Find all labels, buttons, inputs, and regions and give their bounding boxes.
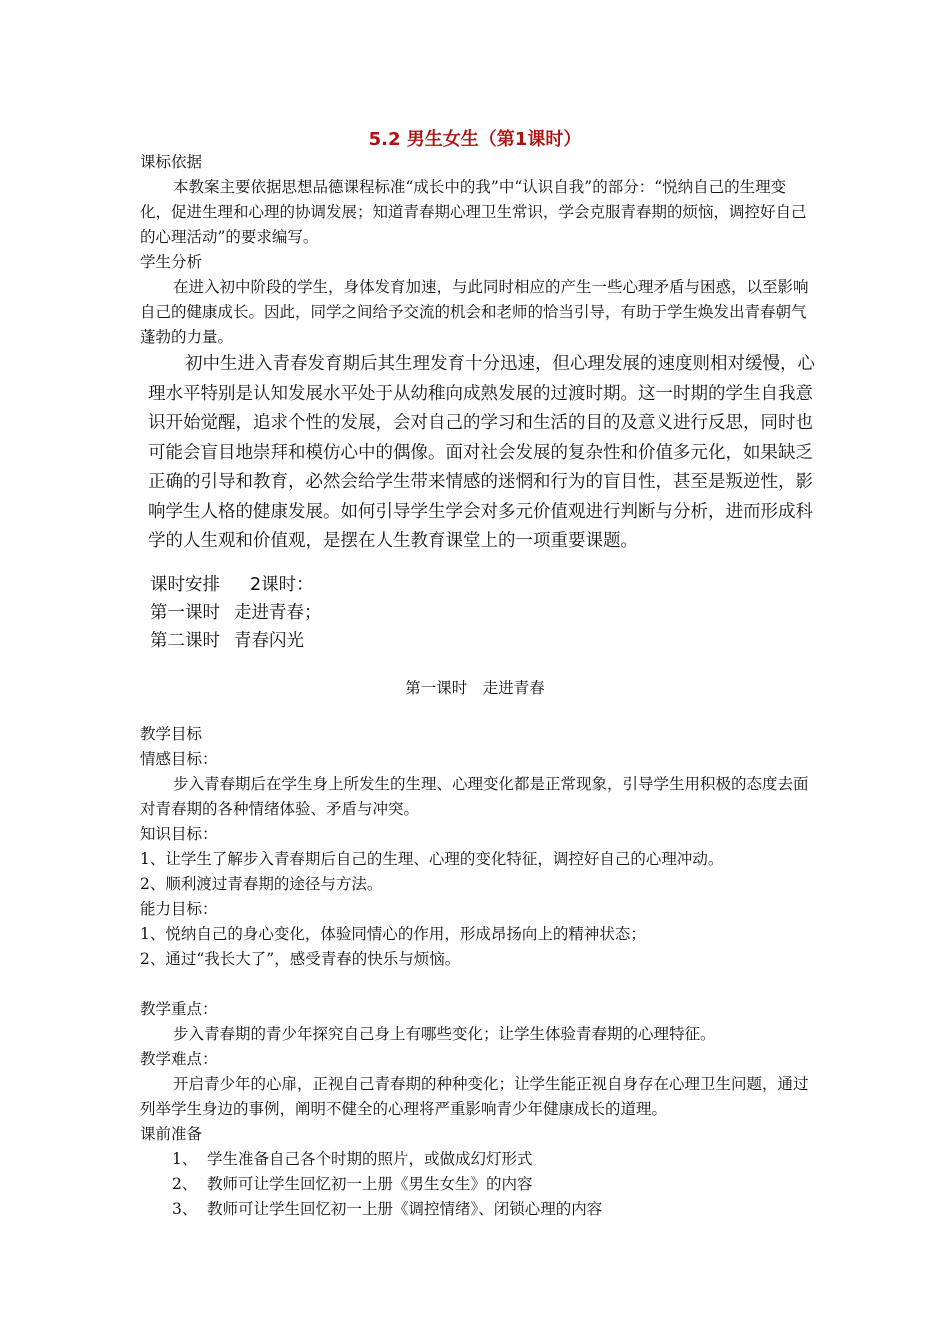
list-item-text: 学生准备自己各个时期的照片，或做成幻灯形式 (207, 1150, 533, 1168)
key-points-body: 步入青春期的青少年探究自己身上有哪些变化；让学生体验青春期的心理特征。 (173, 1025, 716, 1043)
list-item-number: 1、 (172, 1150, 198, 1168)
schedule-label: 课时安排 (150, 575, 220, 595)
knowledge-item-2: 2、顺利渡过青春期的途径与方法。 (140, 875, 383, 893)
goals-heading: 教学目标 (140, 725, 203, 743)
ability-item-1: 1、悦纳自己的身心变化，体验同情心的作用，形成昂扬向上的精神状态； (140, 925, 646, 943)
list-item (172, 1172, 533, 1197)
lesson1-line (150, 599, 322, 627)
list-item-text: 教师可让学生回忆初一上册《调控情绪》、闭锁心理的内容 (207, 1200, 603, 1218)
lesson2-line (150, 627, 304, 655)
difficulties-heading: 教学难点： (140, 1050, 218, 1068)
knowledge-heading: 知识目标： (140, 825, 218, 843)
document-title: 5.2 男生女生（第1课时） (368, 129, 582, 150)
students-body: 在进入初中阶段的学生，身体发育加速，与此同时相应的产生一些心理矛盾与困惑，以至影响自己的健康成长。因此，同学之间给予交流的机会和老师的恰当引导，有助于学生焕发出青春朝气蓬勃的力量。 (140, 278, 809, 346)
students-heading: 学生分析 (140, 253, 203, 271)
list-item (172, 1147, 533, 1172)
ability-item-2: 2、通过“我长大了”，感受青春的快乐与烦恼。 (140, 950, 461, 968)
list-item-text: 教师可让学生回忆初一上册《男生女生》的内容 (207, 1175, 533, 1193)
list-item-number: 2、 (172, 1175, 198, 1193)
ability-heading: 能力目标： (140, 900, 218, 918)
key-points-heading: 教学重点： (140, 1000, 218, 1018)
lesson2-value: 青春闪光 (234, 631, 304, 651)
knowledge-item-1: 1、让学生了解步入青春期后自己的生理、心理的变化特征，调控好自己的心理冲动。 (140, 850, 724, 868)
students-body-2: 初中生进入青春发育期后其生理发育十分迅速，但心理发展的速度则相对缓慢，心理水平特别是认知发展水平处于从幼稚向成熟发展的过渡时期。这一时期的学生自我意识开始觉醒，追求个性的发展，会对自己的学习和生活的目的及意义进行反思，同时也可能会盲目地崇拜和模仿心中的偶像。面对社会发展的复杂性和价值多元化，如果缺乏正确的引导和教育，必然会给学生带来情感的迷惘和行为的盲目性，甚至是叛逆性，影响学生人格的健康发展。如何引导学生学会对多元价值观进行判断与分析，进而形成科学的人生观和价值观，是摆在人生教育课堂上的一项重要课题。 (148, 354, 815, 551)
lesson1-label: 第一课时 (150, 603, 220, 623)
lesson1-value: 走进青春； (234, 603, 322, 623)
preparation-heading: 课前准备 (140, 1125, 203, 1143)
emotion-heading: 情感目标： (140, 750, 218, 768)
list-item (172, 1197, 602, 1222)
schedule-value: 2课时： (250, 575, 314, 595)
lesson-title: 第一课时 走进青春 (405, 679, 545, 697)
basis-heading: 课标依据 (140, 153, 203, 171)
schedule-line (150, 571, 314, 599)
list-item-number: 3、 (172, 1200, 198, 1218)
basis-body: 本教案主要依据思想品德课程标准“成长中的我”中“认识自我”的部分：“悦纳自己的生理变化，促进生理和心理的协调发展；知道青春期心理卫生常识，学会克服青春期的烦恼，调控好自己的心理活动”的要求编写。 (140, 178, 807, 246)
difficulties-body: 开启青少年的心扉，正视自己青春期的种种变化；让学生能正视自身存在心理卫生问题，通过列举学生身边的事例，阐明不健全的心理将严重影响青少年健康成长的道理。 (140, 1075, 809, 1118)
emotion-body: 步入青春期后在学生身上所发生的生理、心理变化都是正常现象，引导学生用积极的态度去面对青春期的各种情绪体验、矛盾与冲突。 (140, 775, 809, 818)
lesson2-label: 第二课时 (150, 631, 220, 651)
